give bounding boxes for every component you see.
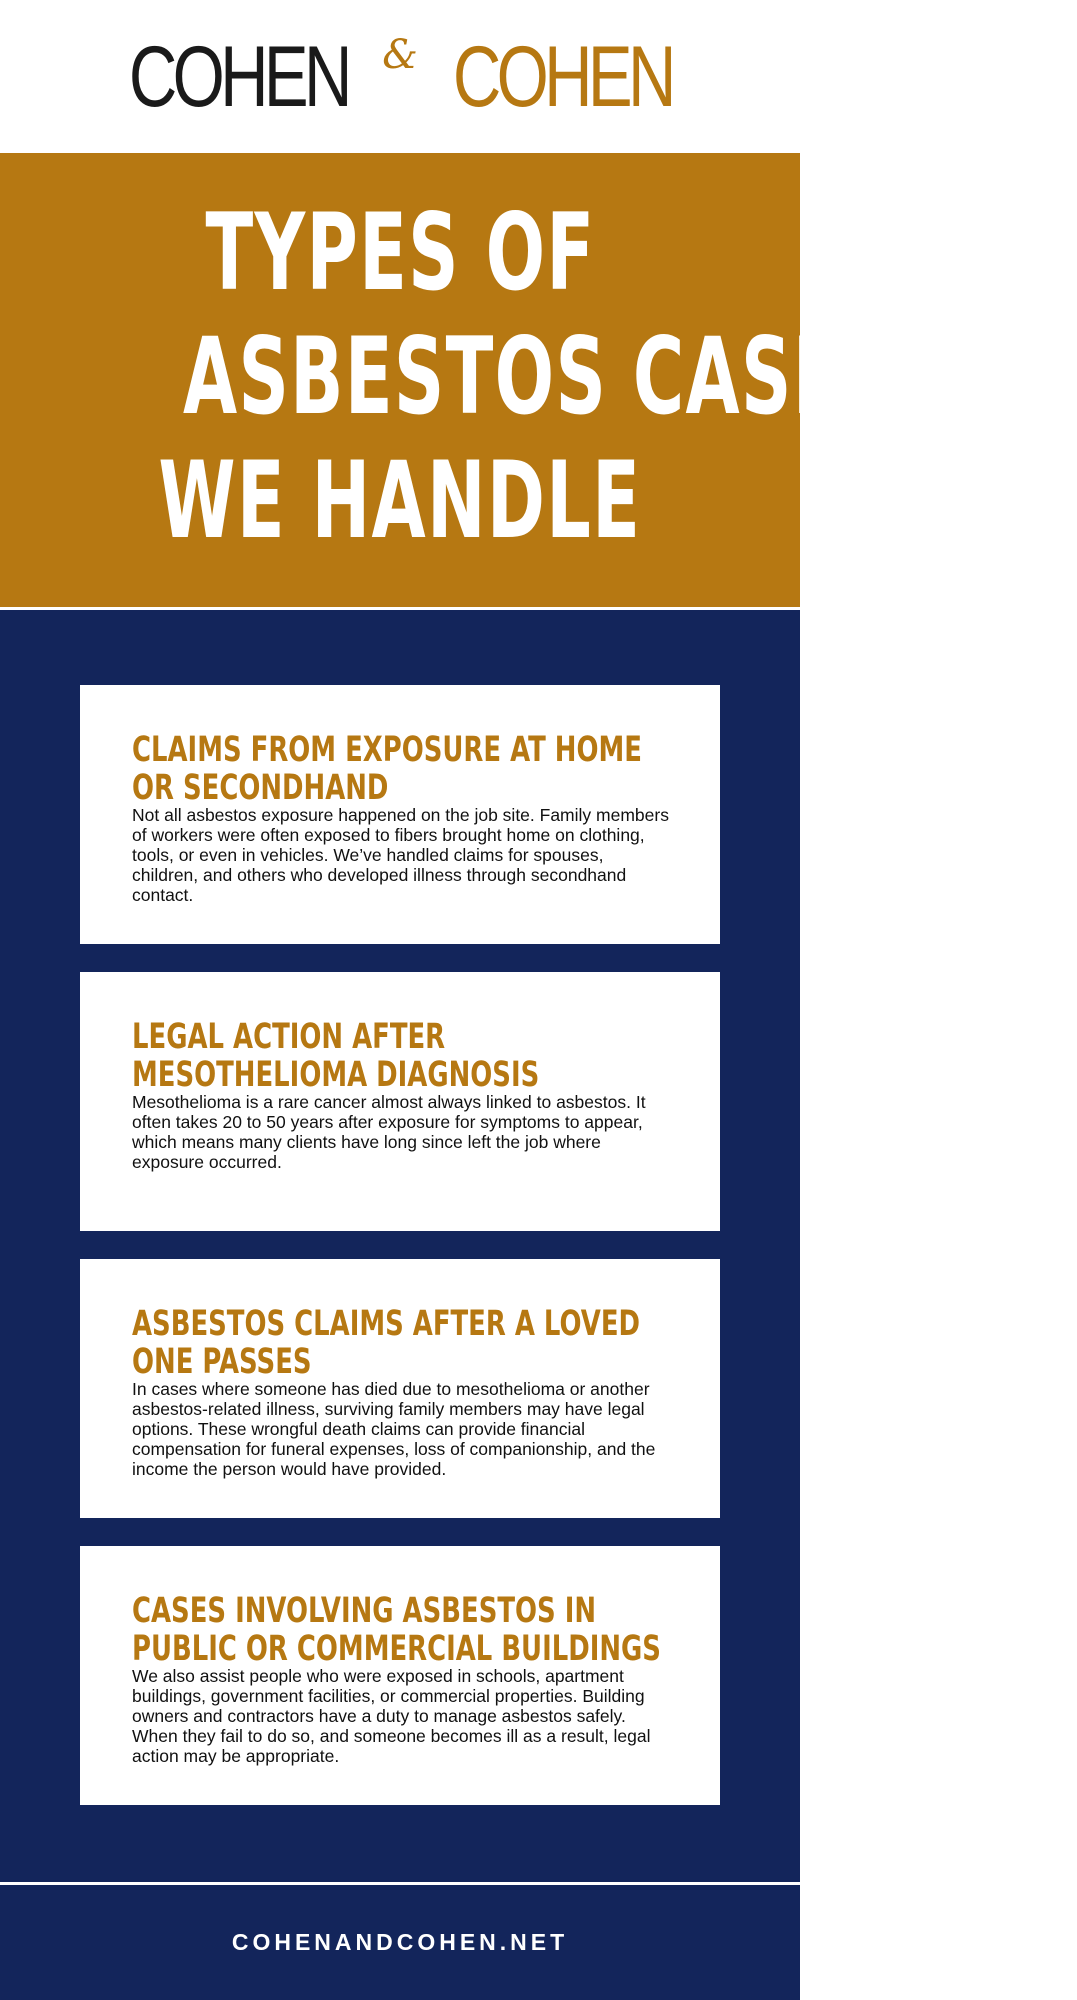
- case-types-section: [0, 610, 800, 1882]
- case-card-home-exposure: [80, 685, 720, 944]
- website-link[interactable]: COHENANDCOHEN.NET: [231, 1929, 569, 1955]
- card-body: We also assist people who were exposed in schools, apartment buildings, government facilities, or commercial properties. Building owners and contractors have a duty to manage asbestos safely. When they fail to do so, and someone becomes ill as a result, legal action may be appropriate.: [132, 1666, 651, 1766]
- card-title: ASBESTOS CLAIMS AFTER A LOVED ONE PASSES: [132, 1304, 641, 1382]
- card-body: In cases where someone has died due to mesothelioma or another asbestos-related illness, surviving family members may have legal options. These wrongful death claims can provide financial compensation for funeral expenses, loss of companionship, and the income the person would have provided.: [132, 1379, 656, 1479]
- case-card-wrongful-death: [80, 1259, 720, 1518]
- title-line: TYPES OF: [204, 191, 596, 314]
- header: [0, 0, 800, 153]
- logo-ampersand: &: [382, 32, 418, 78]
- card-title: CASES INVOLVING ASBESTOS IN PUBLIC OR COMMERCIAL BUILDINGS: [132, 1591, 661, 1669]
- card-body: Mesothelioma is a rare cancer almost always linked to asbestos. It often takes 20 to 50 years after exposure for symptoms to appear, which means many clients have long since left the job where exposure occurred.: [132, 1092, 646, 1172]
- logo-word-right: COHEN: [452, 29, 672, 125]
- logo[interactable]: [0, 29, 800, 125]
- title-line: ASBESTOS CASES: [183, 315, 894, 438]
- card-title: LEGAL ACTION AFTER MESOTHELIOMA DIAGNOSIS: [132, 1017, 540, 1095]
- logo-word-left: COHEN: [128, 29, 348, 125]
- case-card-buildings: [80, 1546, 720, 1805]
- card-body: Not all asbestos exposure happened on the job site. Family members of workers were often exposed to fibers brought home on clothing, tools, or even in vehicles. We’ve handled claims for spouses, children, and others who developed illness through secondhand contact.: [132, 805, 669, 905]
- title-line: WE HANDLE: [158, 439, 642, 562]
- page-title: [0, 191, 894, 563]
- hero-banner: [0, 153, 894, 607]
- footer: [0, 1885, 800, 2000]
- case-card-mesothelioma: [80, 972, 720, 1231]
- card-title: CLAIMS FROM EXPOSURE AT HOME OR SECONDHAND: [132, 730, 642, 808]
